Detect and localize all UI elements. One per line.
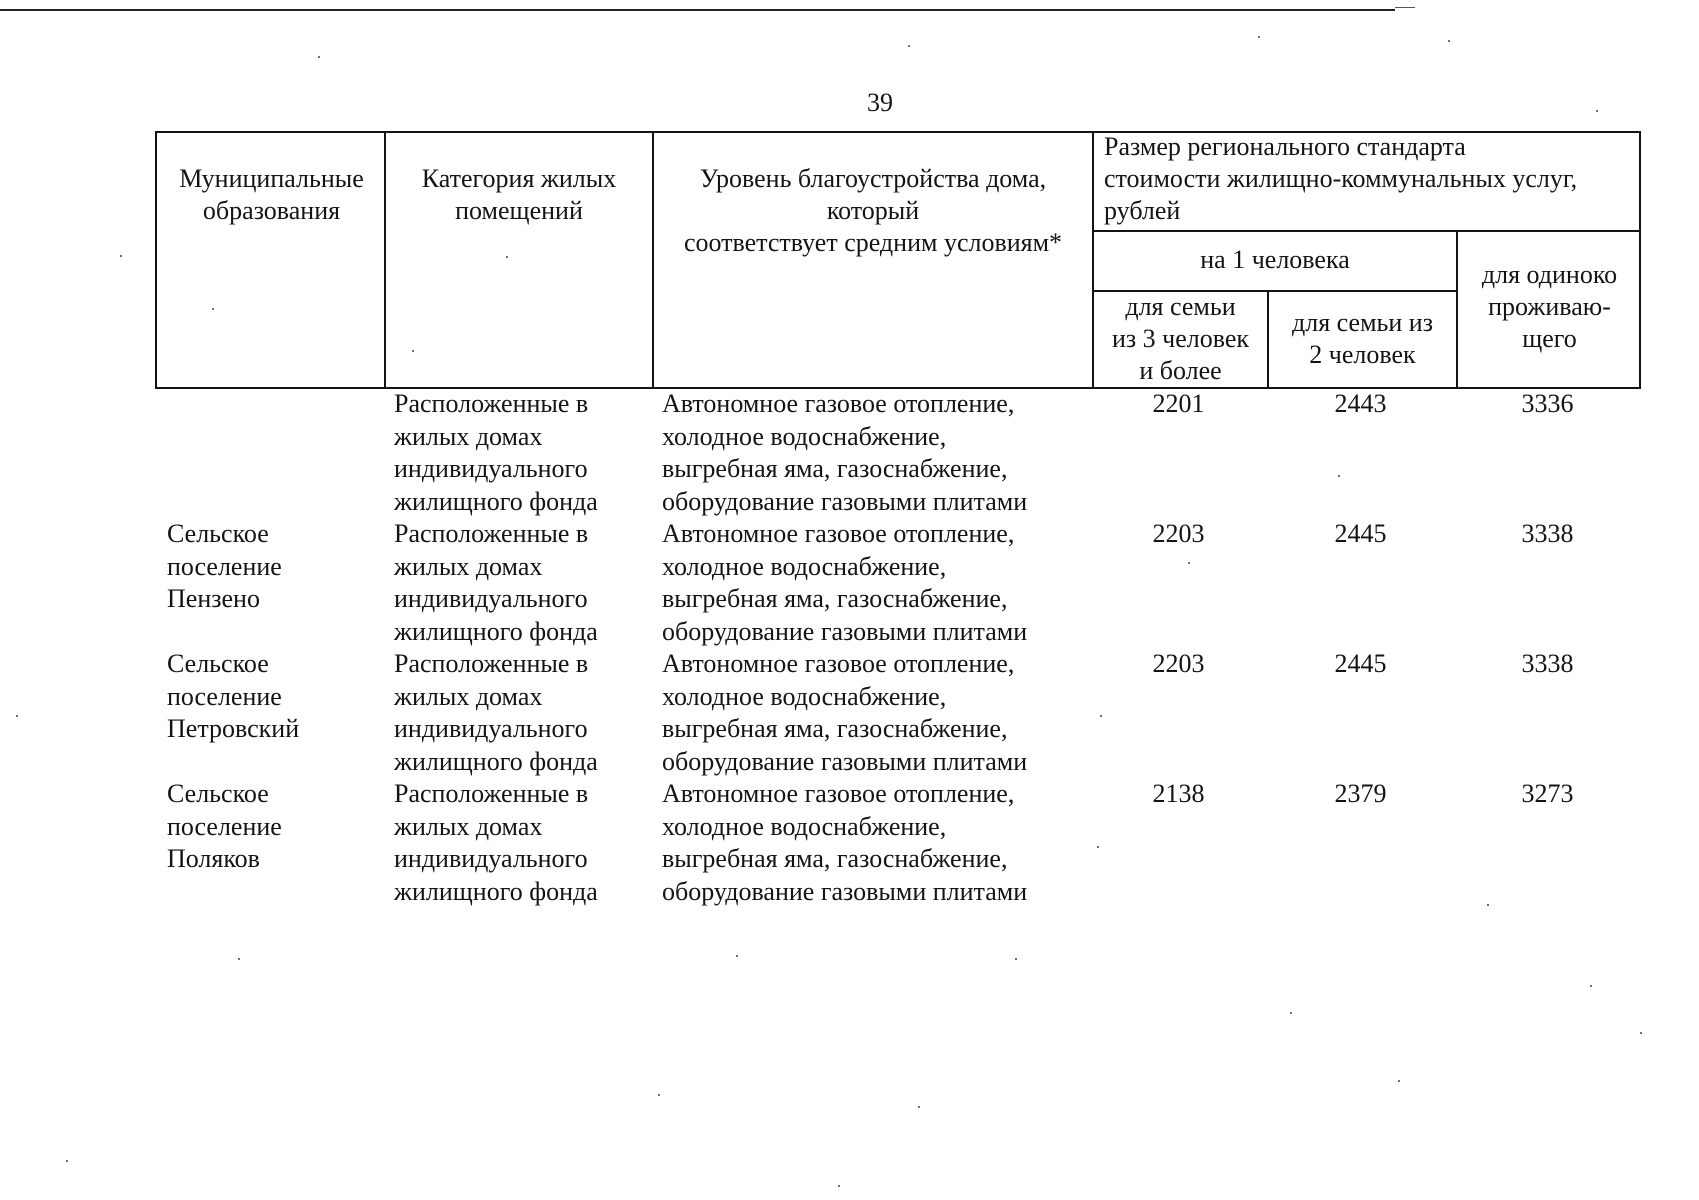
row-2-family-2: 2445 — [1334, 519, 1387, 548]
top-rule-tail — [1395, 7, 1415, 8]
header-municipality: Муниципальные образования — [179, 164, 364, 225]
page-number: 39 — [867, 88, 893, 117]
row-4-amenities: Автономное газовое отопление, холодное водоснабжение, выгребная яма, газоснабжение, оборудование газовыми плитами — [662, 779, 1028, 906]
header-per-person: на 1 человека — [1200, 245, 1350, 274]
row-2-family-3: 2203 — [1152, 519, 1205, 548]
table-header — [155, 131, 1641, 389]
row-3-family-3: 2203 — [1152, 649, 1205, 678]
header-amenities: Уровень благоустройства дома, который соответствует средним условиям* — [683, 164, 1063, 257]
row-1-family-2: 2443 — [1334, 389, 1387, 418]
header-family-2: для семьи из 2 человек — [1292, 308, 1433, 369]
header-single: для одиноко проживаю- щего — [1481, 260, 1618, 353]
row-4-municipality: Сельское поселение Поляков — [167, 779, 282, 873]
row-2-amenities: Автономное газовое отопление, холодное водоснабжение, выгребная яма, газоснабжение, оборудование газовыми плитами — [662, 519, 1028, 646]
row-2-single: 3338 — [1521, 519, 1574, 548]
row-1-family-3: 2201 — [1152, 389, 1205, 418]
row-2-category: Расположенные в жилых домах индивидуального жилищного фонда — [394, 519, 598, 646]
row-4-family-2: 2379 — [1334, 779, 1387, 808]
row-4-family-3: 2138 — [1152, 779, 1205, 808]
row-2-municipality: Сельское поселение Пензено — [167, 519, 282, 613]
top-rule — [0, 9, 1395, 11]
row-3-category: Расположенные в жилых домах индивидуального жилищного фонда — [394, 649, 598, 776]
row-3-amenities: Автономное газовое отопление, холодное водоснабжение, выгребная яма, газоснабжение, оборудование газовыми плитами — [662, 649, 1028, 776]
row-3-single: 3338 — [1521, 649, 1574, 678]
row-4-category: Расположенные в жилых домах индивидуального жилищного фонда — [394, 779, 598, 906]
row-4-single: 3273 — [1521, 779, 1574, 808]
row-divider-group — [1092, 230, 1641, 232]
header-standard-group: Размер регионального стандарта стоимости жилищно-коммунальных услуг, рублей — [1104, 132, 1578, 225]
row-1-single: 3336 — [1521, 389, 1574, 418]
header-family-3: для семьи из 3 человек и более — [1111, 292, 1250, 385]
row-3-family-2: 2445 — [1334, 649, 1387, 678]
header-category: Категория жилых помещений — [421, 164, 617, 225]
row-1-amenities: Автономное газовое отопление, холодное водоснабжение, выгребная яма, газоснабжение, оборудование газовыми плитами — [662, 389, 1028, 516]
row-1-category: Расположенные в жилых домах индивидуального жилищного фонда — [394, 389, 598, 516]
row-3-municipality: Сельское поселение Петровский — [167, 649, 300, 743]
